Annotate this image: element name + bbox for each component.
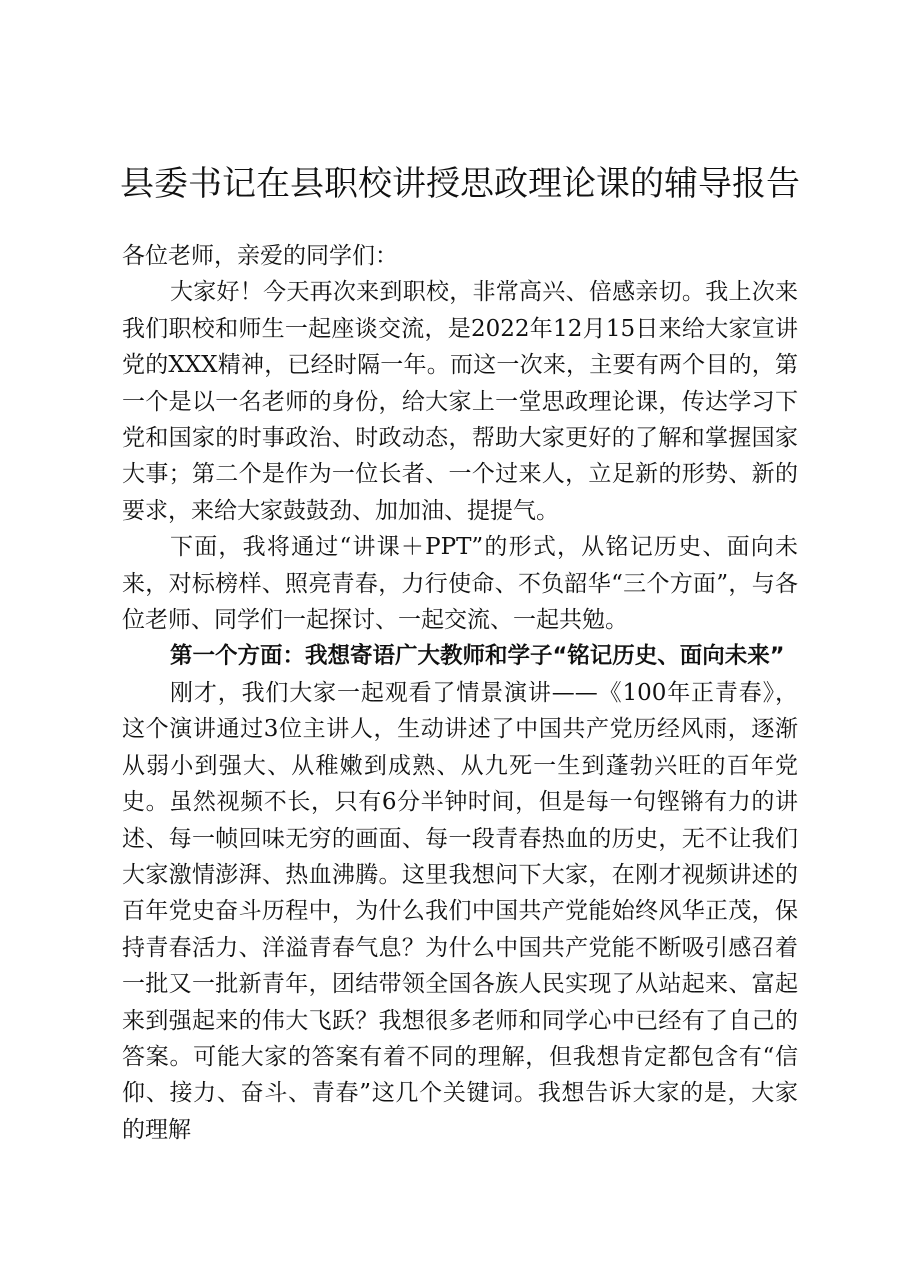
paragraph-outline: 下面，我将通过“讲课＋PPT”的形式，从铭记历史、面向未来，对标榜样、照亮青春，力行使命、不负韶华“三个方面”，与各位老师、同学们一起探讨、一起交流、一起共勉。 (122, 534, 798, 634)
paragraph-greeting: 大家好！今天再次来到职校，非常高兴、倍感亲切。我上次来我们职校和师生一起座谈交流，是2022年12月15日来给大家宣讲党的XXX精神，已经时隔一年。而这一次来，主要有两个目的，第一个是以一名老师的身份，给大家上一堂思政理论课，传达学习下党和国家的时事政治、时政动态，帮助大家更好的了解和掌握国家大事；第二个是作为一位长者、一个过来人，立足新的形势、新的要求，来给大家鼓鼓劲、加加油、提提气。 (122, 279, 798, 524)
paragraph-section-one: 刚才，我们大家一起观看了情景演讲——《100年正青春》，这个演讲通过3位主讲人，生动讲述了中国共产党历经风雨，逐渐从弱小到强大、从稚嫩到成熟、从九死一生到蓬勃兴旺的百年党史。虽然视频不长，只有6分半钟时间，但是每一句铿锵有力的讲述、每一帧回味无穷的画面、每一段青春热血的历史，无不让我们大家激情澎湃、热血沸腾。这里我想问下大家，在刚才视频讲述的百年党史奋斗历程中，为什么我们中国共产党能始终风华正茂，保持青春活力、洋溢青春气息？为什么中国共产党能不断吸引感召着一批又一批新青年，团结带领全国各族人民实现了从站起来、富起来到强起来的伟大飞跃？我想很多老师和同学心中已经有了自己的答案。可能大家的答案有着不同的理解，但我想肯定都包含有“信仰、接力、奋斗、青春”这几个关键词。我想告诉大家的是，大家的理解 (122, 679, 798, 1143)
document-title: 县委书记在县职校讲授思政理论课的辅导报告 (120, 164, 800, 204)
document-body (122, 238, 798, 1148)
salutation: 各位老师，亲爱的同学们： (122, 243, 398, 269)
section-heading: 第一个方面：我想寄语广大教师和学子“铭记历史、面向未来” (170, 643, 785, 670)
